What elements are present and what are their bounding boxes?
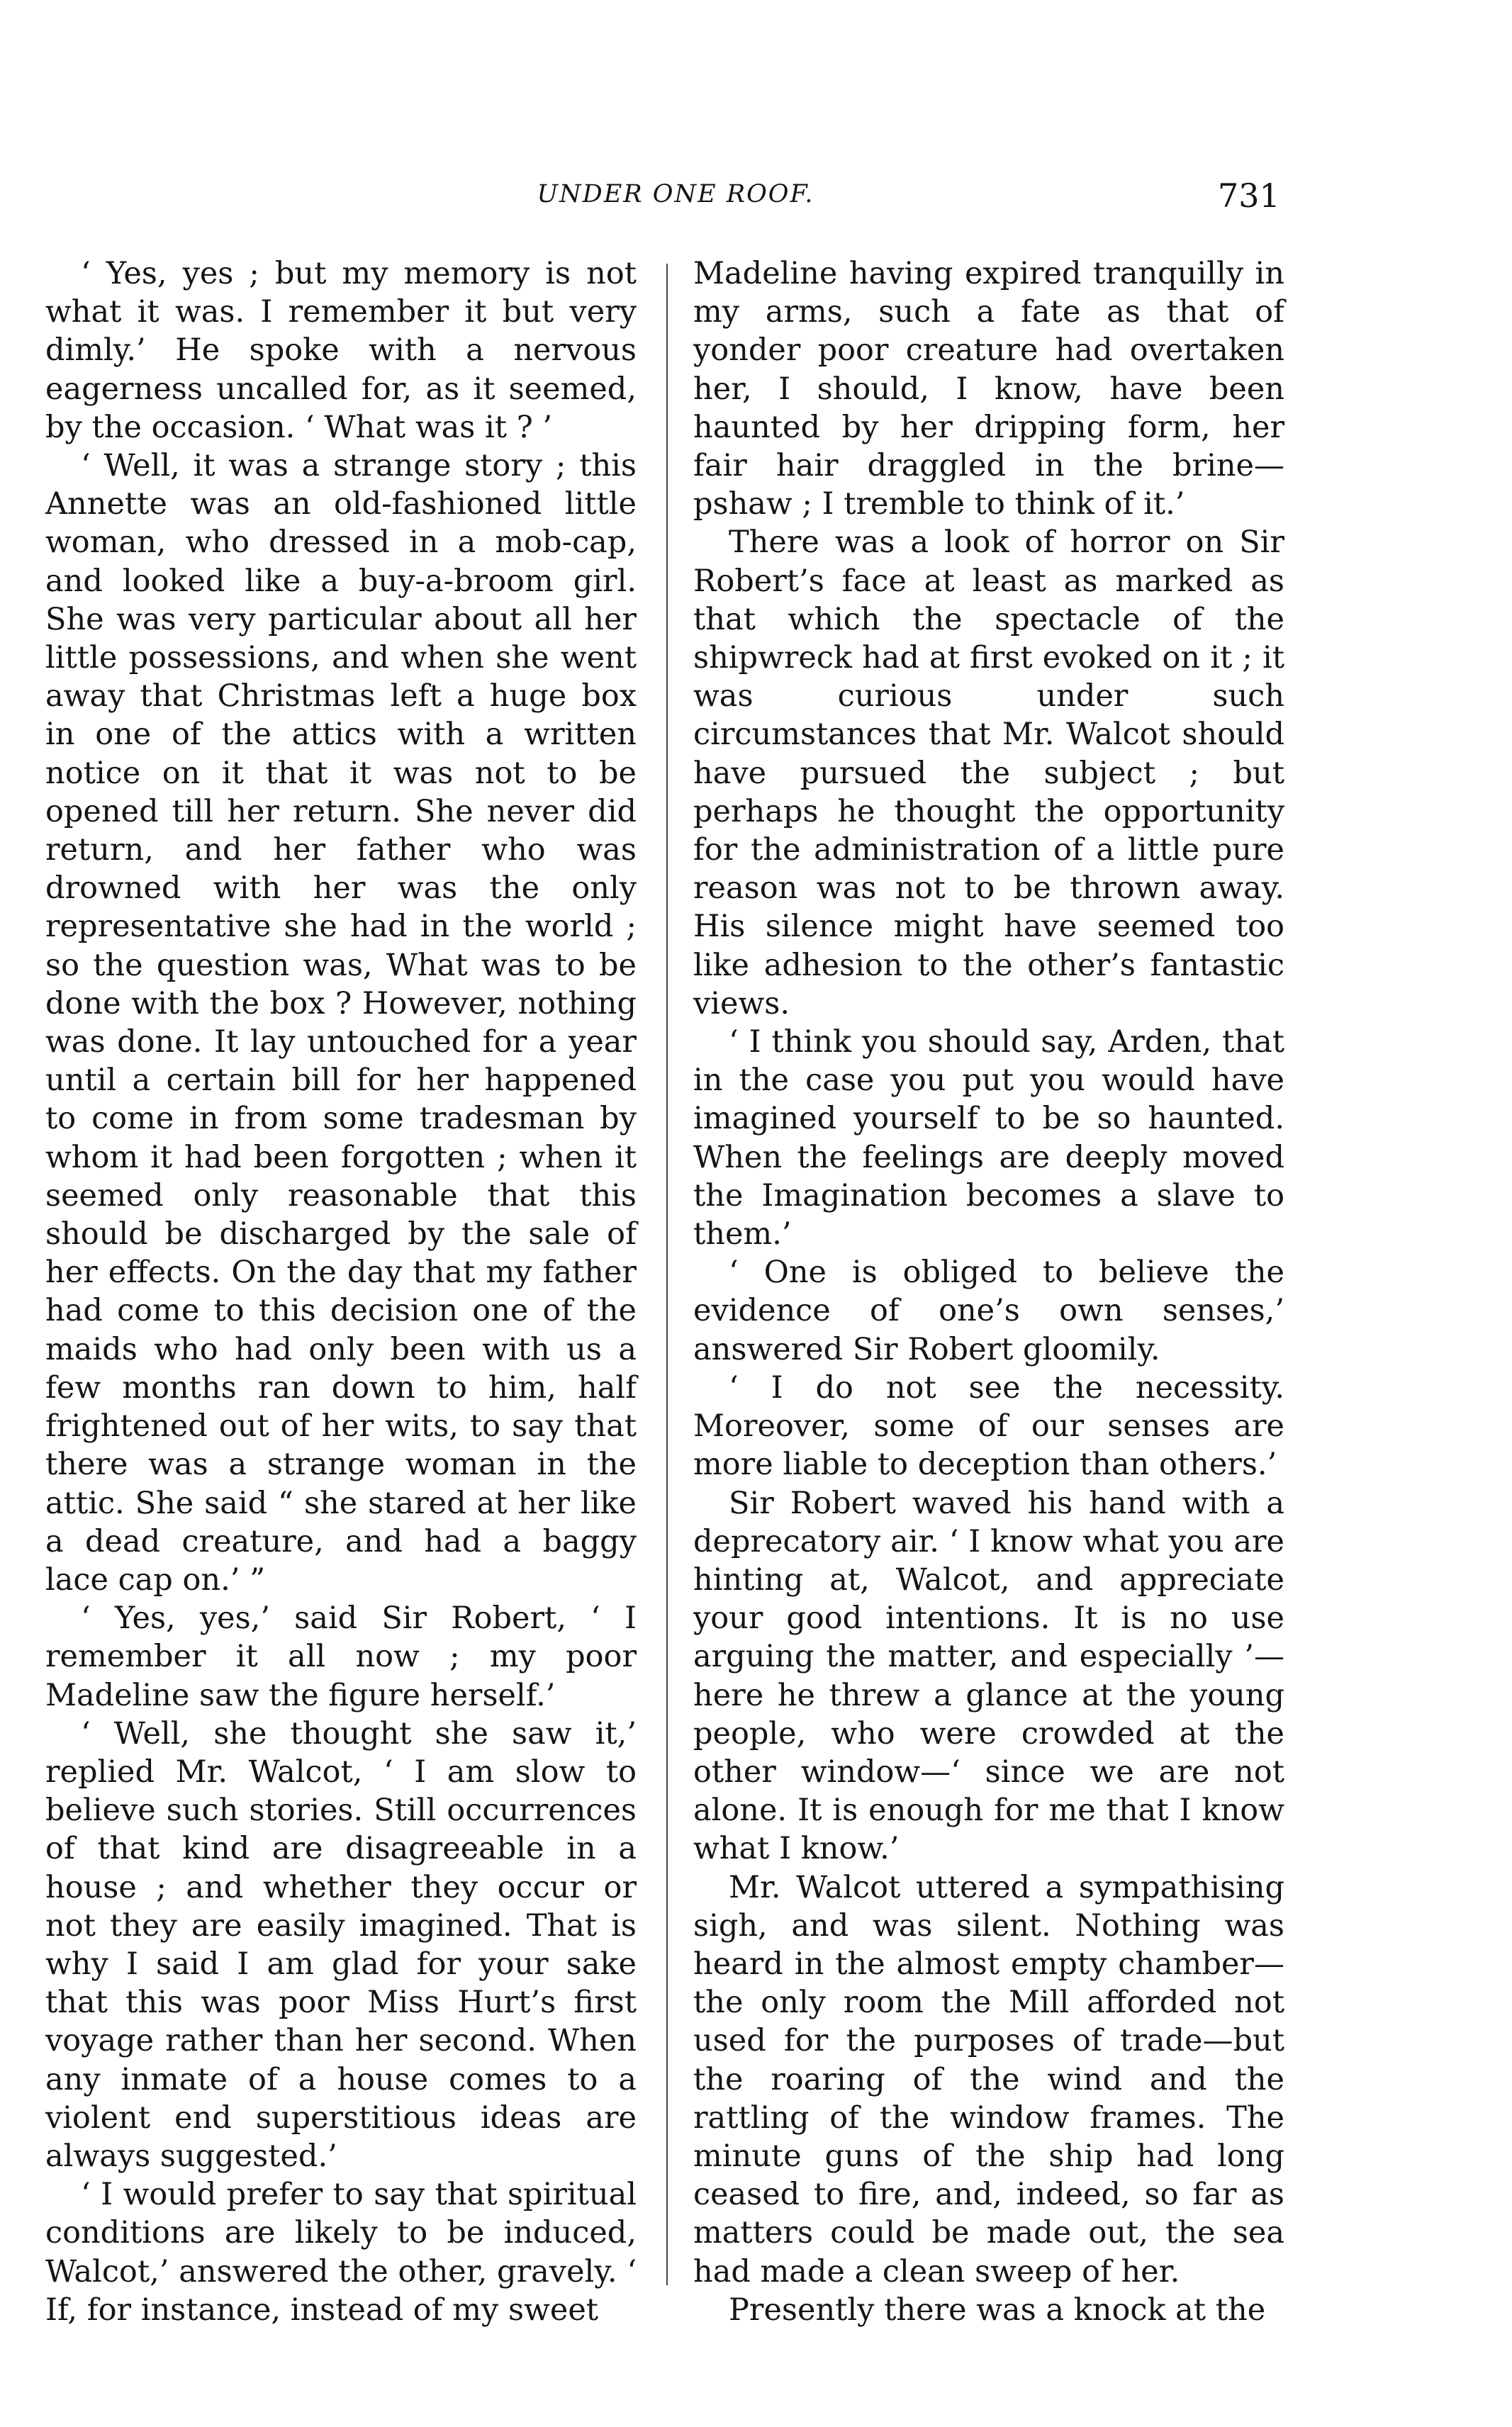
paragraph: Mr. Walcot uttered a sympathising sigh, and was silent. Nothing was heard in the almost empty chamber— the only room the Mill afforded not used for the purposes of trade—but the roaring of the wind and the rattling of the window frames. The minute guns of the ship had long ceased to fire, and, indeed, so far as matters could be made out, the sea had made a clean sweep of her. — [693, 1869, 1284, 2289]
paragraph: Sir Robert waved his hand with a deprecatory air. ‘ I know what you are hinting at, Walcot, and appreciate your good intentions. It is no use arguing the matter, and especially ’— here he threw a glance at the young people, who were crowded at the other window—‘ since we are not alone. It is enough for me that I know what I know.’ — [693, 1485, 1284, 1867]
paragraph-continuation: Madeline having expired tranquilly in my arms, such a fate as that of yonder poor creature had overtaken her, I should, I know, have been haunted by her dripping form, her fair hair draggled in the brine—pshaw ; I tremble to think of it.’ — [693, 256, 1284, 522]
right-column — [693, 254, 1284, 2329]
running-header-title: UNDER ONE ROOF. — [537, 180, 814, 208]
paragraph: ‘ Yes, yes ; but my memory is not what it was. I remember it but very dimly.’ He spoke with a nervous eagerness uncalled for, as it seemed, by the occasion. ‘ What was it ? ’ — [45, 256, 637, 445]
left-column — [45, 254, 637, 2329]
paragraph: ‘ Well, she thought she saw it,’ replied Mr. Walcot, ‘ I am slow to believe such stories. Still occurrences of that kind are disagreeable in a house ; and whether they occur or not they are easily imagined. That is why I said I am glad for your sake that this was poor Miss Hurt’s first voyage rather than her second. When any inmate of a house comes to a violent end superstitious ideas are always suggested.’ — [45, 1715, 637, 2174]
paragraph: ‘ I would prefer to say that spiritual conditions are likely to be induced, Walcot,’ answered the other, gravely. ‘ If, for instance, instead of my sweet — [45, 2177, 637, 2328]
paragraph: ‘ Well, it was a strange story ; this Annette was an old-fashioned little woman, who dressed in a mob-cap, and looked like a buy-a-broom girl. She was very particular about all her little possessions, and when she went away that Christmas left a huge box in one of the attics with a written notice on it that it was not to be opened till her return. She never did return, and her father who was drowned with her was the only representative she had in the world ; so the question was, What was to be done with the box ? However, nothing was done. It lay untouched for a year until a certain bill for her happened to come in from some tradesman by whom it had been forgotten ; when it seemed only reasonable that this should be discharged by the sale of her effects. On the day that my father had come to this decision one of the maids who had only been with us a few months ran down to him, half frightened out of her wits, to say that there was a strange woman in the attic. She said “ she stared at her like a dead creature, and had a baggy lace cap on.’ ” — [45, 448, 637, 1598]
paragraph: ‘ Yes, yes,’ said Sir Robert, ‘ I remember it all now ; my poor Madeline saw the figure herself.’ — [45, 1601, 637, 1713]
paragraph: ‘ I think you should say, Arden, that in the case you put you would have imagined yourself to be so haunted. When the feelings are deeply moved the Imagination becomes a slave to them.’ — [693, 1024, 1284, 1252]
paragraph: ‘ I do not see the necessity. Moreover, some of our senses are more liable to deception than others.’ — [693, 1369, 1284, 1483]
paragraph: There was a look of horror on Sir Robert’s face at least as marked as that which the spectacle of the shipwreck had at first evoked on it ; it was curious under such circumstances that Mr. Walcot should have pursued the subject ; but perhaps he thought the opportunity for the administration of a little pure reason was not to be thrown away. His silence might have seemed too like adhesion to the other’s fantastic views. — [693, 525, 1284, 1021]
paragraph: ‘ One is obliged to believe the evidence of one’s own senses,’ answered Sir Robert gloomily. — [693, 1255, 1284, 1367]
page-number: 731 — [1218, 176, 1280, 215]
paragraph: Presently there was a knock at the — [729, 2292, 1266, 2328]
column-divider — [666, 264, 668, 2285]
